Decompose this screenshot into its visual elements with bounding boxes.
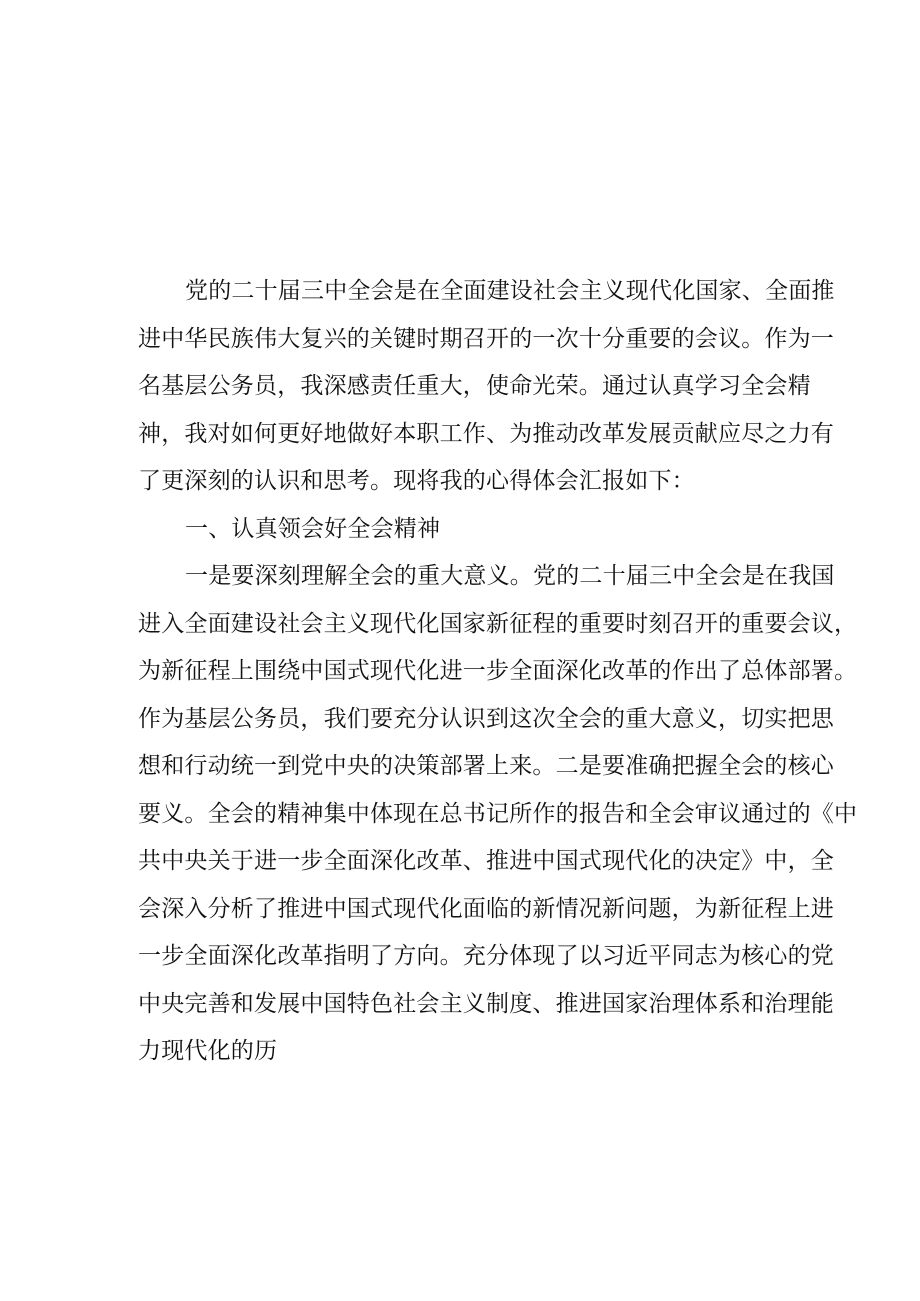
paragraph-line: 党的二十届三中全会是在全面建设社会主义现代化国家、全面推: [185, 278, 835, 304]
paragraph-line: 进中华民族伟大复兴的关键时期召开的一次十分重要的会议。作为一: [138, 325, 834, 352]
paragraph-line: 中央完善和发展中国特色社会主义制度、推进国家治理体系和治理能: [138, 990, 834, 1017]
paragraph-line: 名基层公务员，我深感责任重大，使命光荣。通过认真学习全会精: [138, 373, 811, 399]
paragraph-line: 为新征程上围绕中国式现代化进一步全面深化改革的作出了总体部署。: [138, 658, 858, 684]
paragraph-line: 要义。全会的精神集中体现在总书记所作的报告和全会审议通过的《中: [138, 800, 858, 827]
paragraph-line: 作为基层公务员，我们要充分认识到这次全会的重大意义，切实把思: [138, 705, 834, 732]
paragraph-line: 一步全面深化改革指明了方向。充分体现了以习近平同志为核心的党: [138, 943, 834, 969]
paragraph-line: 了更深刻的认识和思考。现将我的心得体会汇报如下：: [138, 468, 695, 494]
paragraph-line: 一是要深刻理解全会的重大意义。党的二十届三中全会是在我国: [185, 563, 835, 589]
paragraph-line: 共中央关于进一步全面深化改革、推进中国式现代化的决定》中，全: [138, 848, 834, 874]
paragraph-line: 想和行动统一到党中央的决策部署上来。二是要准确把握全会的核心: [138, 753, 834, 779]
paragraph-line: 会深入分析了推进中国式现代化面临的新情况新问题，为新征程上进: [138, 895, 834, 922]
section-heading: 一、认真领会好全会精神: [185, 515, 441, 542]
paragraph-line: 神，我对如何更好地做好本职工作、为推动改革发展贡献应尽之力有: [138, 420, 834, 447]
paragraph-line: 进入全面建设社会主义现代化国家新征程的重要时刻召开的重要会议，: [138, 610, 858, 637]
paragraph-line: 力现代化的历: [138, 1038, 278, 1064]
document-body: [138, 268, 858, 1076]
